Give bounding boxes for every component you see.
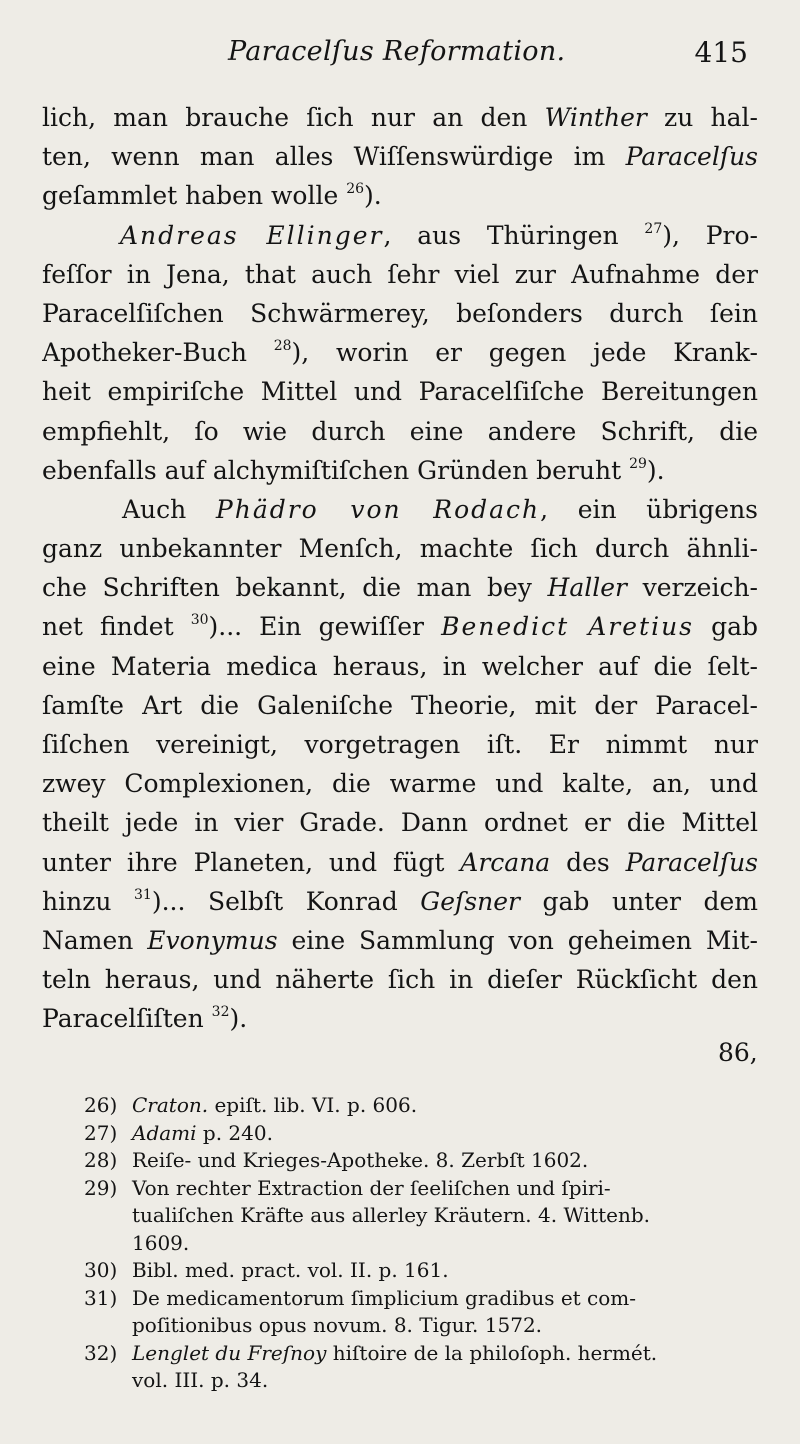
footnote-ref: 27 <box>644 220 663 237</box>
text-line: ſiſchen vereinigt, vorgetragen iſt. Er nimmt nur <box>42 730 758 759</box>
text-line: geſammlet haben wolle $^{26}$). <box>42 181 382 211</box>
footnotes <box>84 1092 764 1395</box>
text-line: zwey Complexionen, die warme und kalte, an, und <box>42 769 758 799</box>
signature-mark: 86, <box>718 1038 758 1067</box>
footnote-28: 28) Reiſe- und Krieges-Apotheke. 8. Zerbſt 1602. <box>84 1148 589 1172</box>
footnote-ref: 30 <box>190 612 209 629</box>
text-line: Auch Phädro von Rodach, ein übrigens <box>122 494 758 524</box>
footnote-ref: 29 <box>629 455 647 472</box>
text-line: Namen Evonymus eine Sammlung von geheimen Mit- <box>42 925 758 955</box>
footnote-30: 30) Bibl. med. pract. vol. II. p. 161. <box>84 1258 449 1282</box>
footnote-29-cont: 1609. <box>132 1230 190 1255</box>
text-line: ganz unbekannter Menſch, machte ſich durch ähnli- <box>42 534 758 564</box>
text-line: net findet $^{30}$)... Ein gewiſſer Benedict Aretius gab <box>42 612 758 642</box>
main-text <box>42 98 758 1039</box>
text-line: theilt jede in vier Grade. Dann ordnet er die Mittel <box>42 808 758 838</box>
text-line: feſſor in Jena, that auch ſehr viel zur Aufnahme der <box>42 259 758 289</box>
text-line: ten, wenn man alles Wiſſenswürdige im Paracelſus <box>42 142 758 172</box>
text-line: Apotheker-Buch $^{28}$), worin er gegen jede Krank- <box>42 338 758 368</box>
text-line: Paracelſiſchen Schwärmerey, beſonders durch ſein <box>42 298 758 328</box>
text-line: heit empiriſche Mittel und Paracelſiſche Bereitungen <box>42 377 758 407</box>
running-title: Paracelſus Reformation. <box>228 36 566 67</box>
footnote-32-cont: vol. III. p. 34. <box>132 1368 269 1392</box>
text-line: ebenfalls auf alchymiſtiſchen Gründen beruht $^{29}$). <box>42 455 665 485</box>
text-line: hinzu $^{31}$)... Selbſt Konrad Geſsner gab unter dem <box>42 886 758 916</box>
footnote-ref: 28 <box>273 338 292 355</box>
footnote-29: 29) Von rechter Extraction der ſeeliſchen und ſpiri- <box>84 1175 611 1200</box>
footnote-ref: 31 <box>134 886 152 903</box>
text-line: empfiehlt, ſo wie durch eine andere Schrift, die <box>42 416 758 446</box>
text-line: eine Materia medica heraus, in welcher auf die ſelt- <box>42 651 758 681</box>
text-line: lich, man brauche ſich nur an den Winther zu hal- <box>42 103 758 132</box>
footnote-ref: 32 <box>211 1004 230 1021</box>
text-line: che Schriften bekannt, die man bey Haller verzeich- <box>42 573 758 603</box>
footnote-31-cont: poſitionibus opus novum. 8. Tigur. 1572. <box>132 1313 543 1337</box>
page-header <box>0 36 800 88</box>
text-line: unter ihre Planeten, und fügt Arcana des Paracelſus <box>42 847 758 877</box>
footnote-32: 32) Lenglet du Freſnoy hiſtoire de la philoſoph. hermét. <box>84 1340 658 1365</box>
footnote-26: 26) Craton. epiſt. lib. VI. p. 606. <box>84 1093 418 1117</box>
page-number: 415 <box>694 36 748 69</box>
text-line: Paracelſiſten $^{32}$). <box>42 1004 248 1034</box>
text-line: teln heraus, und näherte ſich in dieſer Rückſicht den <box>42 965 758 995</box>
text-line: ſamſte Art die Galeniſche Theorie, mit der Paracel- <box>42 690 758 720</box>
text-line: Andreas Ellinger, aus Thüringen $^{27}$), Pro- <box>120 220 758 250</box>
footnote-27: 27) Adami p. 240. <box>84 1120 273 1145</box>
footnote-31: 31) De medicamentorum ſimplicium gradibus et com- <box>84 1285 637 1310</box>
footnote-29-cont: tualiſchen Kräfte aus allerley Kräutern. 4. Wittenb. <box>132 1203 651 1227</box>
footnote-ref: 26 <box>346 181 365 198</box>
